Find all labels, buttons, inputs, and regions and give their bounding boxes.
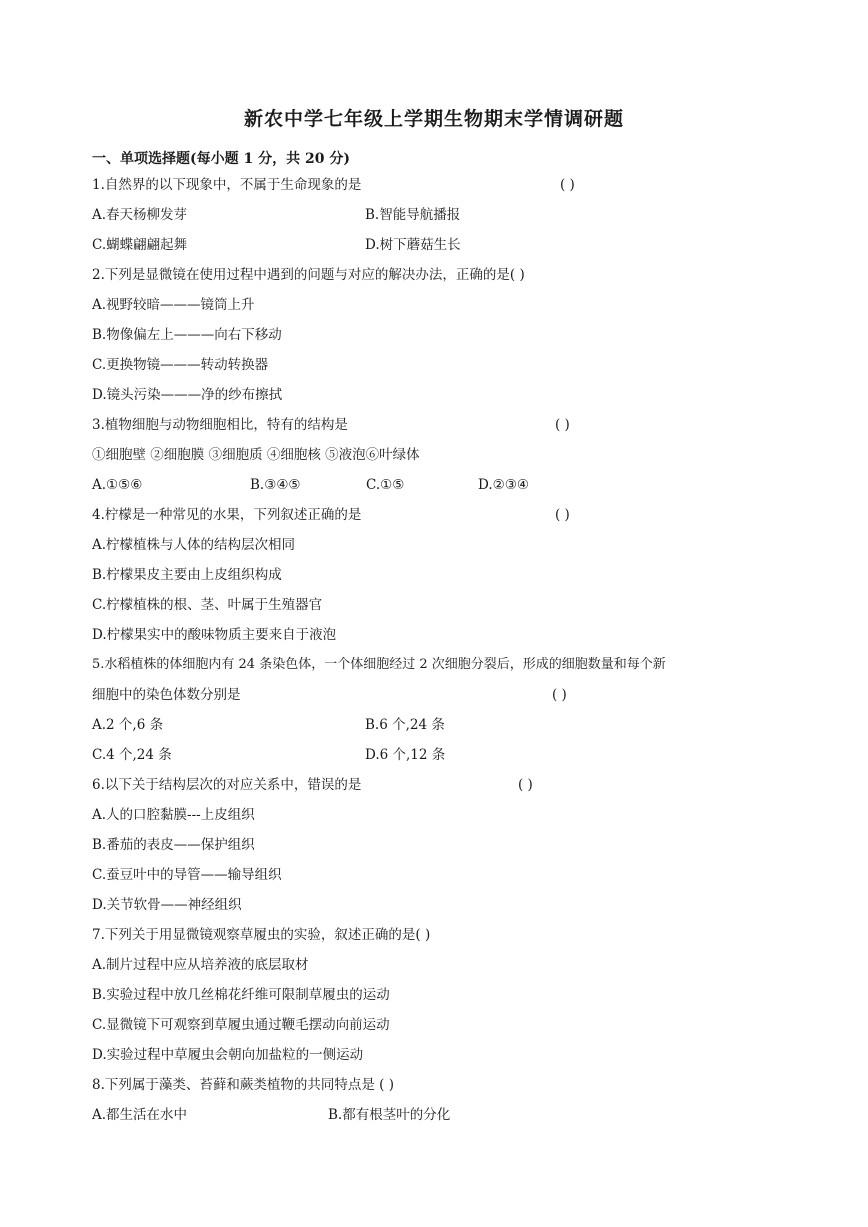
question-7-option-a: A.制片过程中应从培养液的底层取材 xyxy=(92,957,309,973)
question-6-option-a: A.人的口腔黏膜---上皮组织 xyxy=(92,807,255,823)
question-2-option-c: C.更换物镜———转动转换器 xyxy=(92,357,269,373)
question-5-bracket: ( ) xyxy=(552,687,567,703)
question-3-option-c: C.①⑤ xyxy=(366,477,405,493)
question-5-option-d: D.6 个,12 条 xyxy=(365,747,446,763)
question-4-option-a: A.柠檬植株与人体的结构层次相同 xyxy=(92,537,296,553)
question-3-bracket: ( ) xyxy=(555,417,570,433)
question-4-bracket: ( ) xyxy=(555,507,570,523)
question-4-stem: 4.柠檬是一种常见的水果，下列叙述正确的是 xyxy=(92,507,362,523)
question-6-option-d: D.关节软骨——神经组织 xyxy=(92,897,242,913)
question-3-option-d: D.②③④ xyxy=(478,477,529,493)
question-5-option-c: C.4 个,24 条 xyxy=(92,747,172,763)
question-1-bracket: ( ) xyxy=(560,177,575,193)
question-7-option-b: B.实验过程中放几丝棉花纤维可限制草履虫的运动 xyxy=(92,987,390,1003)
question-6-stem: 6.以下关于结构层次的对应关系中，错误的是 xyxy=(92,777,362,793)
question-3-option-a: A.①⑤⑥ xyxy=(92,477,143,493)
question-5-stem-line-1: 5.水稻植株的体细胞内有 24 条染色体，一个体细胞经过 2 次细胞分裂后，形成的细胞数量和每个新 xyxy=(92,657,666,672)
question-5-option-b: B.6 个,24 条 xyxy=(365,717,445,733)
page-title: 新农中学七年级上学期生物期末学情调研题 xyxy=(243,108,624,130)
question-1-option-b: B.智能导航播报 xyxy=(365,207,461,223)
question-3-option-b: B.③④⑤ xyxy=(250,477,301,493)
question-7-option-c: C.显微镜下可观察到草履虫通过鞭毛摆动向前运动 xyxy=(92,1017,390,1033)
question-5-stem-line-2: 细胞中的染色体数分别是 xyxy=(92,687,241,703)
question-8-stem: 8.下列属于藻类、苔藓和蕨类植物的共同特点是 ( ) xyxy=(92,1077,394,1093)
question-5-option-a: A.2 个,6 条 xyxy=(92,717,164,733)
question-6-option-c: C.蚕豆叶中的导管——输导组织 xyxy=(92,867,282,883)
question-3-stem: 3.植物细胞与动物细胞相比，特有的结构是 xyxy=(92,417,348,433)
question-3-items: ①细胞壁 ②细胞膜 ③细胞质 ④细胞核 ⑤液泡⑥叶绿体 xyxy=(92,447,420,463)
question-8-option-a: A.都生活在水中 xyxy=(92,1107,188,1123)
question-1-stem: 1.自然界的以下现象中，不属于生命现象的是 xyxy=(92,177,362,193)
question-1-option-d: D.树下蘑菇生长 xyxy=(365,237,461,253)
question-2-option-b: B.物像偏左上———向右下移动 xyxy=(92,327,282,343)
question-4-option-d: D.柠檬果实中的酸味物质主要来自于液泡 xyxy=(92,627,337,643)
question-2-stem: 2.下列是显微镜在使用过程中遇到的问题与对应的解决办法，正确的是( ) xyxy=(92,267,525,283)
question-7-option-d: D.实验过程中草履虫会朝向加盐粒的一侧运动 xyxy=(92,1047,364,1063)
question-7-stem: 7.下列关于用显微镜观察草履虫的实验，叙述正确的是( ) xyxy=(92,927,431,943)
question-2-option-a: A.视野较暗———镜筒上升 xyxy=(92,297,255,313)
question-1-option-c: C.蝴蝶翩翩起舞 xyxy=(92,237,188,253)
question-8-option-b: B.都有根茎叶的分化 xyxy=(328,1107,451,1123)
section-heading: 一、单项选择题(每小题 1 分，共 20 分) xyxy=(92,151,350,167)
question-6-option-b: B.番茄的表皮——保护组织 xyxy=(92,837,255,853)
question-4-option-b: B.柠檬果皮主要由上皮组织构成 xyxy=(92,567,282,583)
question-4-option-c: C.柠檬植株的根、茎、叶属于生殖器官 xyxy=(92,597,323,613)
question-2-option-d: D.镜头污染———净的纱布擦拭 xyxy=(92,387,283,403)
question-1-option-a: A.春天杨柳发芽 xyxy=(92,207,188,223)
question-6-bracket: ( ) xyxy=(518,777,533,793)
